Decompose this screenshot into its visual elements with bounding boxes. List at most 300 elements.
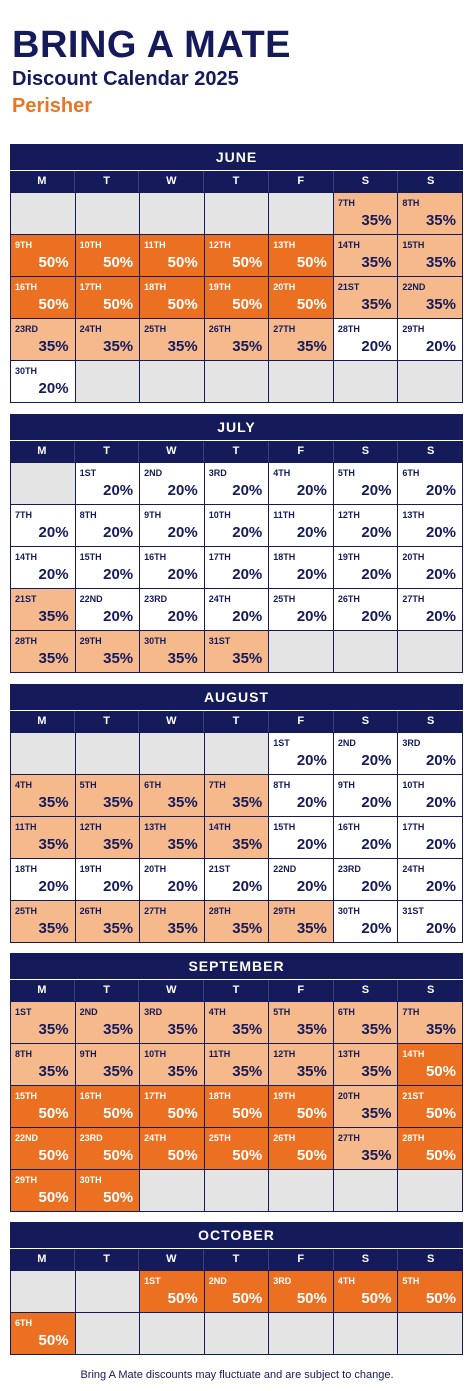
month-title: JUNE (10, 144, 463, 170)
day-number: 17TH (402, 822, 425, 832)
day-number: 27TH (273, 324, 296, 334)
discount-value: 20% (103, 482, 134, 499)
discount-value: 20% (425, 566, 456, 583)
day-cell (11, 547, 76, 589)
day-number: 18TH (15, 864, 38, 874)
day-number: 30TH (337, 906, 360, 916)
day-number: 10TH (208, 510, 231, 520)
day-cell (11, 631, 76, 673)
day-cell (269, 1271, 334, 1313)
empty-day-cell (205, 1170, 270, 1212)
day-cell (11, 901, 76, 943)
discount-value: 20% (361, 338, 392, 355)
empty-day-cell (269, 361, 334, 403)
day-cell (11, 277, 76, 319)
day-number: 13TH (337, 1049, 360, 1059)
weekday-label: S (426, 715, 435, 727)
day-number: 10TH (402, 780, 425, 790)
day-cell (269, 817, 334, 859)
empty-day-cell (334, 1313, 399, 1355)
discount-value: 20% (361, 878, 392, 895)
day-number: 2ND (144, 468, 163, 478)
day-number: 28TH (402, 1133, 425, 1143)
empty-day-cell (76, 193, 141, 235)
day-number: 23RD (79, 1133, 103, 1143)
weekday-header (10, 170, 463, 192)
weekday-label: M (10, 441, 75, 462)
day-number: 8TH (15, 1049, 33, 1059)
day-cell (140, 817, 205, 859)
discount-value: 20% (232, 878, 263, 895)
discount-value: 50% (38, 1105, 69, 1122)
day-cell (205, 589, 270, 631)
empty-day-cell (140, 1313, 205, 1355)
weekday-label: T (75, 171, 140, 192)
day-cell (11, 319, 76, 361)
month-july (10, 414, 463, 673)
empty-day-cell (140, 1170, 205, 1212)
discount-value: 50% (103, 254, 134, 271)
weekday-label: F (269, 1249, 334, 1270)
empty-day-cell (76, 733, 141, 775)
weekday-label: T (204, 980, 269, 1001)
day-cell (269, 775, 334, 817)
discount-value: 20% (103, 566, 134, 583)
day-number: 8TH (402, 198, 420, 208)
day-cell (11, 1086, 76, 1128)
discount-value: 35% (296, 920, 327, 937)
discount-value: 50% (296, 1147, 327, 1164)
empty-day-cell (398, 631, 463, 673)
day-cell (76, 775, 141, 817)
day-number: 30TH (144, 636, 167, 646)
day-cell (269, 859, 334, 901)
weekday-label: M (10, 1249, 75, 1270)
discount-value: 20% (232, 566, 263, 583)
day-number: 26TH (208, 324, 231, 334)
weekday-label: W (139, 1249, 204, 1270)
discount-value: 20% (232, 482, 263, 499)
discount-value: 35% (361, 212, 392, 229)
discount-value: 50% (38, 254, 69, 271)
discount-value: 35% (38, 920, 69, 937)
day-cell (140, 859, 205, 901)
discount-value: 35% (38, 338, 69, 355)
day-cell (398, 1271, 463, 1313)
discount-value: 20% (425, 752, 456, 769)
discount-value: 35% (103, 836, 134, 853)
calendar-grid (10, 732, 463, 943)
day-cell (398, 859, 463, 901)
day-cell (140, 463, 205, 505)
discount-value: 35% (167, 1063, 198, 1080)
discount-value: 20% (361, 482, 392, 499)
empty-day-cell (205, 193, 270, 235)
day-cell (11, 589, 76, 631)
discount-value: 35% (232, 836, 263, 853)
discount-value: 50% (167, 296, 198, 313)
day-cell (269, 733, 334, 775)
weekday-label: S (334, 1249, 399, 1270)
day-cell (140, 775, 205, 817)
day-cell (205, 631, 270, 673)
day-number: 16TH (337, 822, 360, 832)
discount-value: 35% (361, 1021, 392, 1038)
empty-day-cell (205, 361, 270, 403)
weekday-label: W (139, 711, 204, 732)
empty-day-cell (334, 631, 399, 673)
day-cell (334, 193, 399, 235)
day-cell (140, 1044, 205, 1086)
day-cell (398, 1044, 463, 1086)
day-number: 12TH (79, 822, 102, 832)
day-number: 6TH (337, 1007, 355, 1017)
day-cell (205, 817, 270, 859)
day-cell (398, 589, 463, 631)
discount-value: 35% (296, 1063, 327, 1080)
day-number: 7TH (402, 1007, 420, 1017)
day-cell (11, 859, 76, 901)
day-cell (76, 817, 141, 859)
day-cell (398, 1086, 463, 1128)
day-cell (334, 589, 399, 631)
day-number: 20TH (337, 1091, 360, 1101)
day-number: 16TH (79, 1091, 102, 1101)
day-cell (11, 1170, 76, 1212)
empty-day-cell (76, 1271, 141, 1313)
day-cell (398, 817, 463, 859)
day-cell (334, 817, 399, 859)
discount-value: 20% (296, 608, 327, 625)
day-number: 7TH (208, 780, 226, 790)
day-number: 27TH (337, 1133, 360, 1143)
day-number: 15TH (79, 552, 102, 562)
day-cell (334, 319, 399, 361)
empty-day-cell (205, 1313, 270, 1355)
empty-day-cell (11, 1271, 76, 1313)
discount-value: 35% (38, 1063, 69, 1080)
day-cell (269, 1044, 334, 1086)
day-cell (205, 463, 270, 505)
discount-value: 50% (232, 1105, 263, 1122)
day-number: 29TH (79, 636, 102, 646)
day-cell (76, 859, 141, 901)
discount-value: 20% (38, 380, 69, 397)
month-june (10, 144, 463, 403)
discount-value: 35% (361, 1063, 392, 1080)
day-cell (76, 1170, 141, 1212)
day-number: 8TH (79, 510, 97, 520)
weekday-header (10, 710, 463, 732)
day-number: 19TH (79, 864, 102, 874)
discount-value: 20% (167, 878, 198, 895)
discount-value: 50% (232, 296, 263, 313)
empty-day-cell (334, 361, 399, 403)
weekday-label: T (204, 441, 269, 462)
discount-value: 50% (167, 1147, 198, 1164)
day-number: 4TH (273, 468, 291, 478)
day-cell (205, 775, 270, 817)
day-cell (11, 361, 76, 403)
day-number: 20TH (273, 282, 296, 292)
day-cell (205, 1086, 270, 1128)
day-number: 8TH (273, 780, 291, 790)
weekday-label: S (426, 984, 435, 996)
discount-value: 35% (232, 650, 263, 667)
day-cell (140, 319, 205, 361)
discount-value: 35% (361, 1147, 392, 1164)
day-cell (76, 1002, 141, 1044)
day-number: 12TH (208, 240, 231, 250)
day-number: 22ND (402, 282, 426, 292)
discount-value: 50% (296, 1290, 327, 1307)
discount-value: 20% (103, 524, 134, 541)
day-number: 29TH (273, 906, 296, 916)
weekday-label: W (139, 980, 204, 1001)
day-number: 25TH (273, 594, 296, 604)
discount-value: 20% (296, 752, 327, 769)
discount-value: 35% (103, 920, 134, 937)
day-cell (140, 1271, 205, 1313)
day-cell (76, 901, 141, 943)
discount-value: 35% (232, 338, 263, 355)
day-number: 30TH (79, 1175, 102, 1185)
discount-value: 20% (296, 566, 327, 583)
empty-day-cell (334, 1170, 399, 1212)
empty-day-cell (76, 1313, 141, 1355)
discount-value: 35% (38, 1021, 69, 1038)
day-cell (205, 277, 270, 319)
discount-value: 20% (361, 752, 392, 769)
day-number: 10TH (79, 240, 102, 250)
empty-day-cell (269, 631, 334, 673)
day-cell (334, 775, 399, 817)
day-cell (269, 547, 334, 589)
discount-value: 35% (296, 1021, 327, 1038)
day-number: 3RD (273, 1276, 292, 1286)
discount-value: 50% (103, 1147, 134, 1164)
day-number: 4TH (208, 1007, 226, 1017)
day-cell (140, 589, 205, 631)
empty-day-cell (269, 193, 334, 235)
day-number: 11TH (15, 822, 37, 832)
day-number: 2ND (337, 738, 356, 748)
day-number: 17TH (79, 282, 102, 292)
discount-value: 35% (103, 338, 134, 355)
day-number: 4TH (337, 1276, 355, 1286)
empty-day-cell (11, 733, 76, 775)
empty-day-cell (269, 1170, 334, 1212)
day-number: 12TH (273, 1049, 296, 1059)
day-number: 17TH (208, 552, 231, 562)
day-number: 15TH (273, 822, 296, 832)
day-number: 25TH (144, 324, 167, 334)
day-number: 15TH (15, 1091, 38, 1101)
day-cell (398, 463, 463, 505)
discount-value: 50% (425, 1147, 456, 1164)
day-number: 5TH (337, 468, 355, 478)
day-cell (269, 1086, 334, 1128)
day-number: 20TH (402, 552, 425, 562)
day-cell (334, 547, 399, 589)
day-number: 11TH (208, 1049, 231, 1059)
day-number: 7TH (15, 510, 33, 520)
day-number: 1ST (273, 738, 290, 748)
day-number: 18TH (208, 1091, 231, 1101)
day-cell (11, 1002, 76, 1044)
day-number: 26TH (273, 1133, 296, 1143)
empty-day-cell (140, 733, 205, 775)
month-august (10, 684, 463, 943)
day-cell (205, 235, 270, 277)
weekday-label: T (75, 441, 140, 462)
month-september (10, 953, 463, 1212)
discount-value: 50% (38, 1147, 69, 1164)
day-cell (269, 463, 334, 505)
day-number: 28TH (15, 636, 38, 646)
empty-day-cell (398, 1170, 463, 1212)
day-number: 27TH (402, 594, 425, 604)
discount-value: 35% (361, 296, 392, 313)
day-number: 5TH (79, 780, 97, 790)
day-number: 21ST (337, 282, 360, 292)
day-cell (334, 463, 399, 505)
day-cell (140, 631, 205, 673)
discount-value: 35% (425, 254, 456, 271)
day-cell (140, 901, 205, 943)
day-cell (76, 631, 141, 673)
weekday-label: T (204, 711, 269, 732)
day-number: 13TH (402, 510, 425, 520)
day-number: 19TH (273, 1091, 296, 1101)
discount-value: 35% (296, 338, 327, 355)
day-cell (76, 277, 141, 319)
discount-value: 20% (361, 608, 392, 625)
discount-value: 20% (38, 878, 69, 895)
day-cell (398, 277, 463, 319)
weekday-label: F (269, 711, 334, 732)
page-subtitle: Discount Calendar 2025 (12, 68, 239, 90)
day-cell (140, 547, 205, 589)
resort-name: Perisher (12, 95, 93, 117)
day-cell (205, 1271, 270, 1313)
day-cell (398, 1002, 463, 1044)
discount-value: 35% (361, 1105, 392, 1122)
day-cell (398, 505, 463, 547)
weekday-label: T (75, 711, 140, 732)
day-number: 25TH (15, 906, 38, 916)
page-title: BRING A MATE (12, 24, 292, 66)
weekday-label: S (334, 171, 399, 192)
discount-value: 35% (103, 1021, 134, 1038)
day-number: 3RD (144, 1007, 163, 1017)
discount-value: 50% (38, 1332, 69, 1349)
discount-value: 20% (425, 608, 456, 625)
discount-value: 20% (361, 836, 392, 853)
day-cell (205, 1044, 270, 1086)
day-number: 6TH (144, 780, 162, 790)
day-number: 21ST (208, 864, 231, 874)
day-cell (334, 859, 399, 901)
day-cell (140, 1128, 205, 1170)
day-number: 3RD (402, 738, 421, 748)
day-cell (334, 277, 399, 319)
day-cell (76, 463, 141, 505)
discount-value: 20% (361, 566, 392, 583)
day-number: 19TH (337, 552, 360, 562)
day-cell (76, 1086, 141, 1128)
discount-value: 20% (38, 524, 69, 541)
month-october (10, 1222, 463, 1355)
day-number: 9TH (79, 1049, 97, 1059)
discount-value: 35% (167, 920, 198, 937)
discount-value: 50% (103, 296, 134, 313)
discount-value: 35% (103, 794, 134, 811)
day-number: 1ST (79, 468, 97, 478)
day-cell (205, 505, 270, 547)
empty-day-cell (398, 1313, 463, 1355)
day-number: 14TH (208, 822, 231, 832)
discount-value: 20% (167, 524, 198, 541)
day-number: 22ND (273, 864, 297, 874)
day-number: 14TH (337, 240, 360, 250)
weekday-label: M (10, 171, 75, 192)
day-cell (205, 1002, 270, 1044)
day-number: 12TH (337, 510, 360, 520)
day-cell (269, 319, 334, 361)
day-cell (398, 1128, 463, 1170)
discount-value: 50% (103, 1105, 134, 1122)
day-cell (334, 1002, 399, 1044)
day-cell (11, 817, 76, 859)
day-cell (205, 1128, 270, 1170)
discount-value: 20% (425, 524, 456, 541)
discount-value: 20% (167, 566, 198, 583)
weekday-label: S (426, 175, 435, 187)
discount-value: 35% (38, 794, 69, 811)
day-number: 21ST (402, 1091, 424, 1101)
discount-value: 20% (296, 836, 327, 853)
discount-value: 20% (296, 524, 327, 541)
discount-value: 35% (167, 650, 198, 667)
day-number: 9TH (144, 510, 162, 520)
day-cell (76, 319, 141, 361)
calendar-grid (10, 462, 463, 673)
day-cell (334, 1086, 399, 1128)
discount-value: 20% (103, 878, 134, 895)
discount-value: 20% (361, 920, 392, 937)
day-number: 7TH (337, 198, 355, 208)
discount-value: 20% (296, 482, 327, 499)
weekday-label: T (204, 1249, 269, 1270)
discount-value: 20% (296, 794, 327, 811)
day-number: 24TH (144, 1133, 167, 1143)
empty-day-cell (398, 361, 463, 403)
day-number: 29TH (15, 1175, 38, 1185)
day-number: 14TH (402, 1049, 425, 1059)
discount-value: 35% (425, 296, 456, 313)
weekday-label: W (139, 171, 204, 192)
weekday-label: S (334, 711, 399, 732)
discount-value: 50% (38, 296, 69, 313)
discount-value: 50% (167, 1290, 198, 1307)
discount-value: 35% (232, 794, 263, 811)
day-number: 1ST (15, 1007, 32, 1017)
day-cell (269, 505, 334, 547)
discount-value: 35% (232, 1063, 263, 1080)
discount-value: 20% (167, 482, 198, 499)
discount-value: 50% (425, 1105, 456, 1122)
